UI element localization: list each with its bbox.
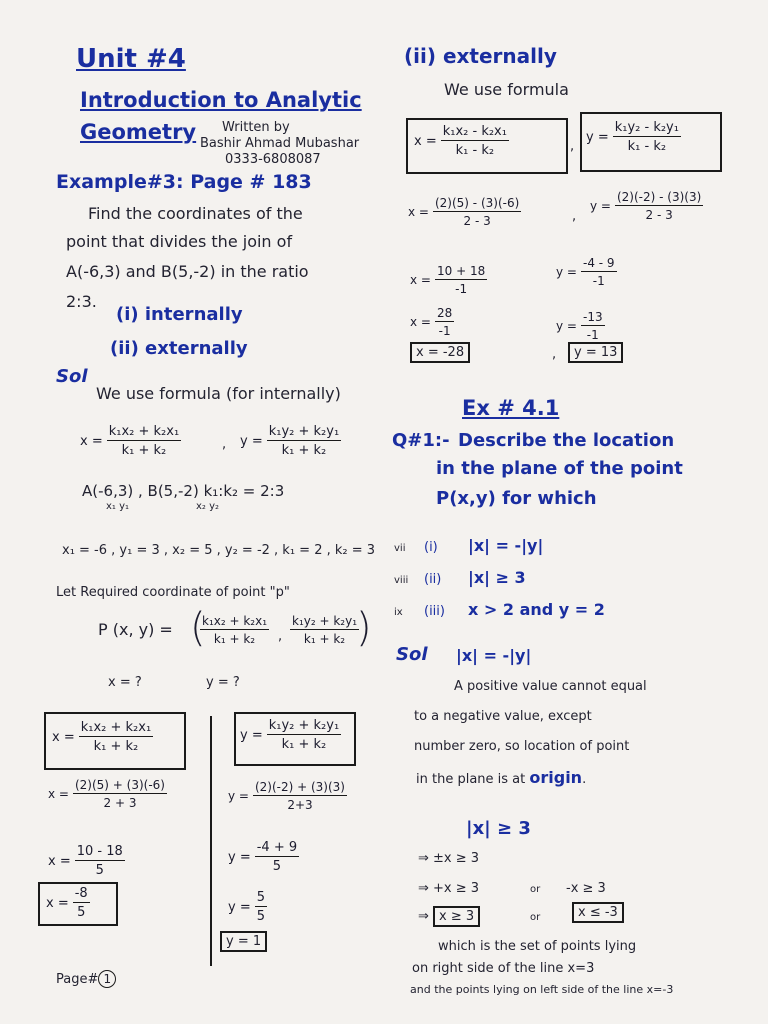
formula-lhs: y =: [228, 849, 251, 865]
item-number: (ii): [424, 572, 442, 587]
formula-lhs: y =: [586, 129, 609, 145]
fraction-denominator: 2 - 3: [645, 208, 673, 222]
exercise-item: [394, 570, 526, 586]
y-question: y = ?: [206, 675, 240, 690]
fraction-denominator: -1: [592, 274, 605, 288]
formula-lhs: x =: [410, 315, 431, 329]
fraction-denominator: -1: [438, 324, 451, 338]
fraction-denominator: k₁ + k₂: [303, 632, 346, 646]
column-divider: [210, 716, 212, 966]
comma-separator: ,: [572, 209, 577, 224]
x-external-result: [410, 346, 470, 359]
fraction-numerator: -4 + 9: [256, 840, 298, 855]
item-condition: |x| = -|y|: [468, 536, 544, 555]
formula-lhs: y =: [228, 899, 251, 915]
fraction-numerator: k₁y₂ + k₂y₁: [268, 424, 340, 439]
comma-separator: ,: [278, 629, 283, 644]
fraction-numerator: 10 - 18: [76, 844, 123, 859]
y-external-substitution: [590, 190, 703, 222]
formula-lhs: x =: [414, 133, 437, 149]
comma-separator: ,: [222, 437, 227, 452]
fraction-numerator: (2)(-2) + (3)(3): [254, 780, 345, 794]
fraction-denominator: 5: [272, 859, 282, 874]
y-external-result: [568, 346, 623, 359]
x-external-formula: [414, 124, 509, 158]
exercise-item: [394, 602, 605, 618]
item-roman: vii: [394, 543, 406, 554]
subscript-a: x₁ y₁: [106, 501, 130, 512]
fraction-numerator: 5: [256, 890, 265, 905]
given-values: x₁ = -6 , y₁ = 3 , x₂ = 5 , y₂ = -2 , k₁ = 2 , k₂ = 3: [62, 543, 376, 558]
fraction-denominator: 5: [95, 863, 104, 878]
externally-heading: (ii) externally: [404, 44, 557, 68]
fraction-numerator: k₁x₂ - k₂x₁: [442, 124, 507, 139]
formula-lhs: y =: [240, 727, 263, 743]
y-external-formula: [586, 120, 681, 154]
y-simplify: [228, 840, 299, 874]
written-by: Written by: [222, 120, 290, 135]
fraction-numerator: (2)(5) - (3)(-6): [434, 196, 520, 210]
part-internally: (i) internally: [116, 304, 243, 325]
right-paren: ): [356, 605, 372, 651]
fraction-denominator: 5: [77, 905, 86, 920]
formula-lhs: y =: [556, 319, 577, 333]
origin-keyword: origin: [529, 768, 583, 787]
exercise-sol-label: Sol: [396, 644, 428, 665]
let-required-coordinate: Let Required coordinate of point "p": [56, 585, 290, 600]
p-y-fraction: [290, 614, 359, 646]
x-question: x = ?: [108, 675, 142, 690]
implication-2a: ⇒ +x ≥ 3: [418, 881, 480, 896]
or-text: or: [530, 912, 541, 923]
implication-1: ⇒ ±x ≥ 3: [418, 851, 480, 866]
formula-x-internal: [80, 424, 181, 458]
fraction-numerator: -13: [582, 310, 603, 324]
fraction-denominator: k₁ + k₂: [93, 739, 139, 754]
exercise-q-line3: P(x,y) for which: [436, 488, 597, 509]
fraction-numerator: k₁x₂ + k₂x₁: [108, 424, 180, 439]
fraction-denominator: k₁ + k₂: [213, 632, 256, 646]
author-phone: 0333-6808087: [225, 152, 321, 167]
fraction-numerator: 28: [436, 306, 453, 320]
item-condition: x > 2 and y = 2: [468, 600, 605, 619]
formula-lhs: y =: [240, 433, 263, 449]
exercise-q-line1: Describe the location: [458, 430, 675, 451]
formula-lhs: y =: [556, 265, 577, 279]
externally-intro: We use formula: [444, 80, 569, 99]
result-box-right: x ≥ 3: [433, 906, 480, 927]
chapter-title-line2: Geometry: [80, 120, 197, 144]
y-reduce: [228, 890, 267, 924]
conclusion-line3: and the points lying on left side of the line x=-3: [410, 983, 674, 996]
author-name: Bashir Ahmad Mubashar: [200, 136, 360, 151]
fraction-numerator: k₁x₂ + k₂x₁: [80, 720, 152, 735]
question-line2: point that divides the join of: [66, 232, 293, 251]
y-external-step2: [556, 256, 617, 288]
chapter-title-line1: Introduction to Analytic: [80, 88, 362, 112]
formula-lhs: x =: [408, 205, 429, 219]
y-external-step3: [556, 310, 605, 342]
y-formula: [240, 718, 341, 752]
item-roman: ix: [394, 607, 403, 618]
fraction-numerator: 10 + 18: [436, 264, 486, 278]
x-formula: [52, 720, 153, 754]
exercise-item: [394, 538, 543, 554]
fraction-denominator: k₁ + k₂: [281, 443, 327, 458]
exercise-q-line2: in the plane of the point: [436, 458, 683, 479]
fraction-denominator: 2 + 3: [103, 796, 137, 810]
fraction-numerator: (2)(5) + (3)(-6): [74, 778, 165, 792]
item-number: (iii): [424, 604, 445, 619]
formula-lhs: x =: [52, 729, 75, 745]
formula-lhs: x =: [410, 273, 431, 287]
implication-3: ⇒ x ≥ 3: [418, 910, 480, 923]
formula-lhs: x =: [80, 433, 103, 449]
explanation-line3: number zero, so location of point: [414, 739, 630, 754]
fraction-numerator: k₁x₂ + k₂x₁: [202, 614, 268, 628]
conclusion-line1: which is the set of points lying: [438, 939, 637, 954]
formula-lhs: x =: [48, 787, 69, 801]
exercise-heading: Ex # 4.1: [462, 396, 560, 420]
subscript-b: x₂ y₂: [196, 501, 220, 512]
fraction-denominator: k₁ - k₂: [627, 139, 667, 154]
comma-separator: ,: [570, 139, 575, 154]
p-x-fraction: [200, 614, 269, 646]
x-external-step3: [410, 306, 454, 338]
explanation-line2: to a negative value, except: [414, 709, 592, 724]
left-paren: (: [190, 605, 206, 651]
x-simplify: [48, 844, 125, 878]
y-external-result-box: y = 13: [568, 342, 623, 363]
x-external-step2: [410, 264, 487, 296]
x-external-result-box: x = -28: [410, 342, 470, 363]
x-substitution: [48, 778, 167, 810]
y-result: [220, 935, 267, 948]
question-line3: A(-6,3) and B(5,-2) in the ratio: [66, 262, 309, 281]
page-label: Page#: [56, 972, 99, 987]
exercise-sol-eq: |x| = -|y|: [456, 646, 532, 665]
solution-label: Sol: [56, 366, 88, 387]
fraction-denominator: k₁ + k₂: [121, 443, 167, 458]
fraction-numerator: -8: [74, 886, 88, 901]
x-result: [46, 886, 90, 920]
formula-lhs: y =: [590, 199, 611, 213]
or-text: or: [530, 884, 541, 895]
fraction-denominator: -1: [455, 282, 468, 296]
unit-title: Unit #4: [76, 44, 186, 74]
explanation-prefix: in the plane is at: [416, 772, 526, 787]
explanation-line1: A positive value cannot equal: [454, 679, 647, 694]
fraction-denominator: k₁ + k₂: [281, 737, 327, 752]
fraction-numerator: (2)(-2) - (3)(3): [616, 190, 702, 204]
fraction-denominator: k₁ - k₂: [455, 143, 495, 158]
fraction-numerator: k₁y₂ + k₂y₁: [292, 614, 358, 628]
ratio-text: 2:3.: [66, 292, 97, 311]
y-substitution: [228, 780, 347, 812]
formula-lhs: y =: [228, 789, 249, 803]
formula-y-internal: [240, 424, 341, 458]
question-line1: Find the coordinates of the: [88, 204, 303, 223]
example-heading: Example#3: Page # 183: [56, 171, 312, 193]
formula-lhs: x =: [46, 895, 69, 911]
x-external-substitution: [408, 196, 521, 228]
formula-lhs: x =: [48, 853, 71, 869]
item-condition: |x| ≥ 3: [468, 568, 526, 587]
item-roman: viii: [394, 575, 409, 586]
question-label: Q#1:-: [392, 430, 450, 451]
fraction-numerator: -4 - 9: [582, 256, 615, 270]
fraction-denominator: -1: [586, 328, 599, 342]
page-number: [56, 970, 116, 988]
y-result-box: y = 1: [220, 931, 267, 952]
fraction-denominator: 2 - 3: [463, 214, 491, 228]
p-lhs: P (x, y) =: [98, 620, 173, 639]
solution-intro: We use formula (for internally): [96, 384, 341, 403]
page-number-circle: 1: [98, 970, 116, 988]
comma-separator: ,: [552, 347, 557, 362]
fraction-denominator: 5: [256, 909, 265, 924]
fraction-numerator: k₁y₂ + k₂y₁: [268, 718, 340, 733]
explanation-line4: in the plane is at origin.: [416, 768, 587, 787]
implication-3b: [572, 906, 624, 919]
part-two-heading: |x| ≥ 3: [466, 818, 531, 839]
implication-2b: -x ≥ 3: [566, 881, 606, 896]
conclusion-line2: on right side of the line x=3: [412, 961, 595, 976]
fraction-numerator: k₁y₂ - k₂y₁: [614, 120, 679, 135]
fraction-denominator: 2+3: [287, 798, 313, 812]
result-box-left: x ≤ -3: [572, 902, 624, 923]
item-number: (i): [424, 540, 438, 555]
part-externally: (ii) externally: [110, 338, 248, 359]
points-ratio: A(-6,3) , B(5,-2) k₁:k₂ = 2:3: [82, 482, 285, 500]
